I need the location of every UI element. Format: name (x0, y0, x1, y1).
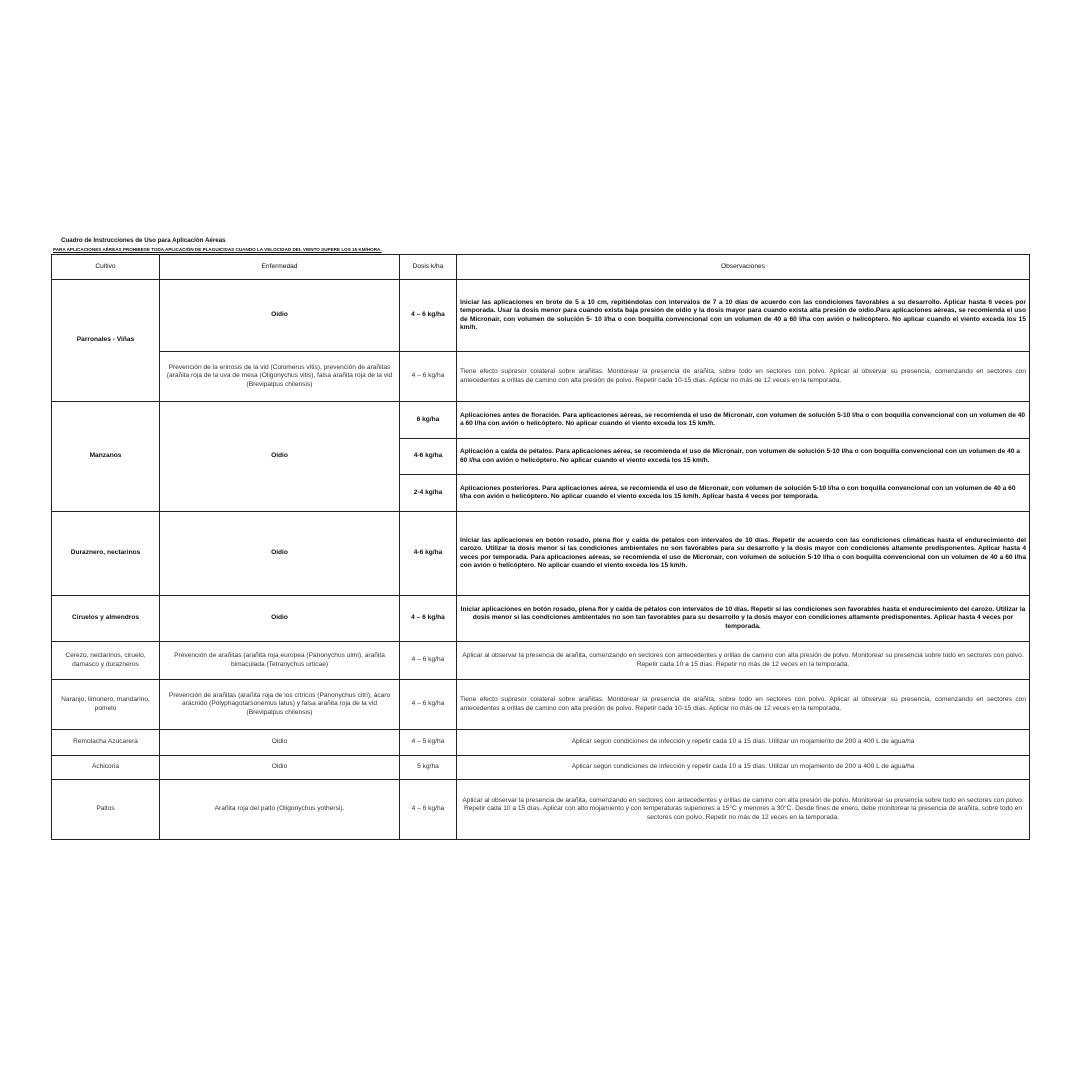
observaciones-cell: Aplicaciones antes de floración. Para aplicaciones aéreas, se recomienda el uso de Micronair, con volumen de solución 5-10 l/ha o con boquilla convencional con un volumen de 40 a 60 l/ha con avión o helicóptero. No aplicar cuando el viento exceda los 15 km/h. (457, 402, 1030, 439)
dosis-cell: 4-6 kg/ha (400, 439, 457, 475)
dosis-cell: 4 – 6 kg/ha (400, 280, 457, 352)
sheet-title: Cuadro de Instrucciones de Uso para Aplicación Aéreas (61, 237, 226, 244)
table-row (52, 512, 1030, 596)
enfermedad-cell: Prevención de arañitas (arañita roja de los cítricos (Panonychus citri), ácaro arácnido (Polyphagotarsonemus latus) y falsa arañita roja de la vid (Brevipalpus chilensis) (160, 680, 400, 730)
dosis-cell: 4 – 6 kg/ha (400, 680, 457, 730)
cultivo-cell: Cerezo, nectarinos, ciruelo, damasco y durazneros (52, 642, 160, 680)
table-row (52, 596, 1030, 642)
header-cultivo: Cultivo (52, 255, 160, 280)
observaciones-cell: Aplicar al observar la presencia de arañita, comenzando en sectores con antecedentes y orillas de camino con alta presión de polvo. Monitorear su presencia sobre todo en sectores con polvo. Repetir cada 10 a 15 días. Aplicar con alto mojamiento y con temperaturas superiores a 15°C y menores a 30°C. Desde fines de enero, debe monitorear la presencia de arañita, sobre todo en sectores con polvo. Repetir no más de 12 veces en la temporada. (457, 780, 1030, 840)
enfermedad-cell: Oidio (160, 596, 400, 642)
cultivo-cell: Naranjo, limonero, mandarino, pomelo (52, 680, 160, 730)
dosis-cell: 4 – 5 kg/ha (400, 730, 457, 756)
observaciones-cell: Aplicaciones posteriores. Para aplicaciones aérea, se recomienda el uso de Micronair, con volumen de solución 5-10 l/ha o con boquilla convencional con un volumen de 40 a 60 l/ha con avión o helicóptero. No aplicar cuando el viento exceda los 15 km/h. Aplicar hasta 4 veces por temporada. (457, 475, 1030, 512)
instructions-sheet (51, 233, 1029, 840)
observaciones-cell: Iniciar las aplicaciones en brote de 5 a 10 cm, repitiéndolas con intervalos de 7 a 10 días de acuerdo con las condiciones favorables a su desarrollo. Aplicar hasta 6 veces por temporada. Usar la dosis menor para cuando exista baja presión de oidio y la dosis mayor para cuando exista alta presión de oidio.Para aplicaciones aéreas, se recomienda el uso de Micronair, con volumen de solución 5- 10 l/ha o con boquilla convencional con un volumen de 40 a 60 l/ha con avión o helicóptero. No aplicar cuando el viento exceda los 15 km/h. (457, 280, 1030, 352)
enfermedad-cell: Prevención de la erinosis de la vid (Colomerus vitis), prevención de arañitas (arañita roja de la uva de mesa (Oligonychus vitis), falsa arañita roja de la vid (Brevipalpus chilensis) (160, 352, 400, 402)
table-header-row (52, 255, 1030, 280)
header-observaciones: Observaciones (457, 255, 1030, 280)
enfermedad-cell: Oidio (160, 730, 400, 756)
table-row (52, 280, 1030, 352)
dosis-cell: 4 – 6 kg/ha (400, 596, 457, 642)
enfermedad-cell: Oidio (160, 402, 400, 512)
dosis-cell: 4-6 kg/ha (400, 512, 457, 596)
cultivo-cell: Paltos (52, 780, 160, 840)
dosis-cell: 6 kg/ha (400, 402, 457, 439)
header-enfermedad: Enfermedad (160, 255, 400, 280)
table-row (52, 780, 1030, 840)
cultivo-cell: Duraznero, nectarinos (52, 512, 160, 596)
dosis-cell: 5 kg/ha (400, 756, 457, 780)
enfermedad-cell: Oidio (160, 756, 400, 780)
usage-table (51, 254, 1030, 840)
dosis-cell: 4 – 6 kg/ha (400, 352, 457, 402)
table-row (52, 352, 1030, 402)
observaciones-cell: Iniciar las aplicaciones en botón rosado, plena flor y caída de pétalos con intervalos de 10 días. Repetir de acuerdo con las condiciones climáticas hasta el endurecimiento del carozo. Utilizar la dosis menor si las condiciones ambientales no son favorables para su desarrollo y la dosis mayor con condiciones altamente predisponentes. Aplicar hasta 4 veces por temporada. Para aplicaciones aéreas, se recomienda el uso de Micronair, con volumen de solución 5-10 l/ha o con boquilla convencional con un volumen de 40 a 60 l/ha con avión o helicóptero. No aplicar cuando el viento exceda los 15 km/h. (457, 512, 1030, 596)
table-row (52, 730, 1030, 756)
enfermedad-cell: Prevención de arañitas (arañita roja europea (Panonychus ulmi), arañita bimaculada (Tetranychus urticae) (160, 642, 400, 680)
observaciones-cell: Aplicar según condiciones de infección y repetir cada 10 a 15 días. Utilizar un mojamiento de 200 a 400 L de agua/ha (457, 730, 1030, 756)
observaciones-cell: Aplicar según condiciones de infección y repetir cada 10 a 15 días. Utilizar un mojamiento de 200 a 400 L de agua/ha (457, 756, 1030, 780)
dosis-cell: 4 – 6 kg/ha (400, 780, 457, 840)
header-dosis: Dosis k/ha (400, 255, 457, 280)
table-row (52, 756, 1030, 780)
table-row (52, 680, 1030, 730)
enfermedad-cell: Oidio (160, 280, 400, 352)
cultivo-cell: Remolacha Azucarera (52, 730, 160, 756)
table-row (52, 642, 1030, 680)
cultivo-cell: Achicoria (52, 756, 160, 780)
cultivo-cell: Parronales - Viñas (52, 280, 160, 402)
observaciones-cell: Tiene efecto supresor colateral sobre arañitas. Monitorear la presencia de arañita, sobre todo en sectores con polvo. Aplicar al observar su presencia, comenzando en sectores con antecedentes a orillas de camino con alta presión de polvo. Repetir cada 10-15 días. Aplicar no más de 12 veces en la temporada. (457, 680, 1030, 730)
dosis-cell: 4 – 6 kg/ha (400, 642, 457, 680)
observaciones-cell: Tiene efecto supresor colateral sobre arañitas. Monitorear la presencia de arañita, sobre todo en sectores con polvo. Aplicar al observar su presencia, comenzando en sectores con antecedentes a orillas de camino con alta presión de polvo. Repetir cada 10-15 días. Aplicar no más de 12 veces en la temporada. (457, 352, 1030, 402)
table-row (52, 402, 1030, 439)
cultivo-cell: Manzanos (52, 402, 160, 512)
observaciones-cell: Iniciar aplicaciones en botón rosado, plena flor y caída de pétalos con intervalos de 10 días. Repetir si las condiciones son favorables hasta el endurecimiento del carozo. Utilizar la dosis menor si las condiciones ambientales no son tan favorables para su desarrollo y la dosis mayor con condiciones altamente predisponentes. Aplicar hasta 4 veces por temporada. (457, 596, 1030, 642)
dosis-cell: 2-4 kg/ha (400, 475, 457, 512)
cultivo-cell: Ciruelos y almendros (52, 596, 160, 642)
observaciones-cell: Aplicación a caída de pétalos. Para aplicaciones aérea, se recomienda el uso de Micronair, con volumen de solución 5-10 l/ha o con boquilla convencional con un volumen de 40 a 60 l/ha con avión o helicóptero. No aplicar cuando el viento exceda los 15 km/h. (457, 439, 1030, 475)
enfermedad-cell: Arañita roja del palto (Oligonychus yothersi). (160, 780, 400, 840)
wind-warning: PARA APLICACIONES AÉREAS PROHIBESE TODA APLICACIÓN DE PLAGUICIDAS CUANDO LA VELOCIDAD DEL VIENTO SUPERE LOS 15 KM/HORA. (53, 247, 382, 252)
observaciones-cell: Aplicar al observar la presencia de arañita, comenzando en sectores con antecedentes y orillas de camino con alta presión de polvo. Monitorear su presencia sobre todo en sectores con polvo. Repetir cada 10 a 15 días. Repetir no más de 12 veces en la temporada. (457, 642, 1030, 680)
enfermedad-cell: Oidio (160, 512, 400, 596)
